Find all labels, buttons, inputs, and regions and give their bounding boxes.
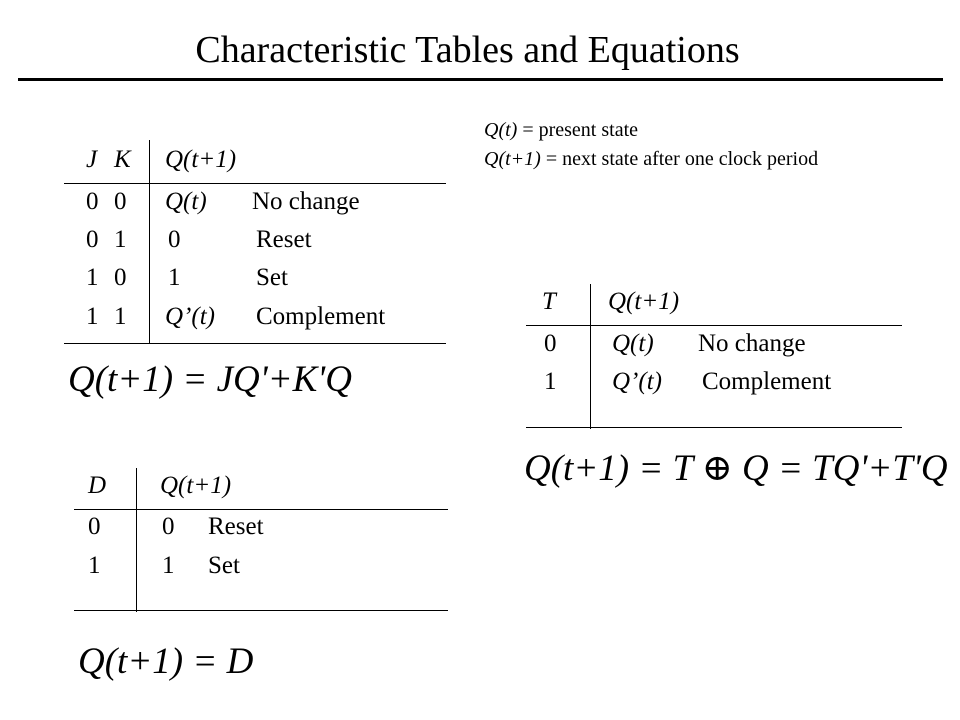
t-row-0-desc: No change: [698, 330, 806, 357]
d-header-rule: [74, 509, 448, 510]
t-characteristic-equation: Q(t+1) = T ⊕ Q = TQ'+T'Q: [524, 448, 948, 489]
t-column-rule: [590, 284, 591, 429]
d-row-1-q: 1: [162, 552, 175, 579]
d-header-q: Q(t+1): [160, 472, 232, 499]
jk-row-3-q: Q’(t): [165, 303, 215, 330]
jk-column-rule: [149, 140, 150, 343]
legend-next-state: Q(t+1) = next state after one clock period: [484, 148, 819, 170]
jk-row-1-k: 1: [114, 226, 127, 253]
t-header-q: Q(t+1): [608, 288, 680, 315]
jk-row-2-j: 1: [86, 264, 99, 291]
jk-row-2-desc: Set: [256, 264, 288, 291]
d-header-d: D: [88, 472, 107, 499]
jk-row-3-k: 1: [114, 303, 127, 330]
d-column-rule: [136, 468, 137, 612]
legend-desc: next state after one clock period: [562, 148, 819, 170]
d-row-1-desc: Set: [208, 552, 240, 579]
jk-row-0-q: Q(t): [165, 188, 207, 215]
jk-row-0-k: 0: [114, 188, 127, 215]
jk-row-1-j: 0: [86, 226, 99, 253]
jk-row-0-j: 0: [86, 188, 99, 215]
jk-row-0-desc: No change: [252, 188, 360, 215]
legend-lhs: Q(t): [484, 119, 518, 141]
legend-present-state: Q(t) = present state: [484, 119, 639, 141]
d-characteristic-equation: Q(t+1) = D: [78, 641, 254, 682]
legend-lhs: Q(t+1): [484, 148, 541, 170]
d-bottom-rule: [74, 610, 448, 611]
jk-row-2-k: 0: [114, 264, 127, 291]
jk-row-3-desc: Complement: [256, 303, 386, 330]
t-row-1-q: Q’(t): [612, 368, 662, 395]
jk-row-2-q: 1: [168, 264, 181, 291]
title-underline: [18, 78, 943, 81]
t-header-rule: [526, 325, 902, 326]
t-header-t: T: [542, 288, 556, 315]
jk-row-1-q: 0: [168, 226, 181, 253]
jk-row-3-j: 1: [86, 303, 99, 330]
t-row-1-t: 1: [544, 368, 557, 395]
page-title: Characteristic Tables and Equations: [195, 29, 740, 71]
jk-row-1-desc: Reset: [256, 226, 312, 253]
t-row-0-t: 0: [544, 330, 557, 357]
d-row-0-d: 0: [88, 513, 101, 540]
jk-header-k: K: [114, 146, 131, 173]
t-row-0-q: Q(t): [612, 330, 654, 357]
t-row-1-desc: Complement: [702, 368, 832, 395]
d-row-1-d: 1: [88, 552, 101, 579]
d-row-0-q: 0: [162, 513, 175, 540]
jk-header-j: J: [86, 146, 98, 173]
t-bottom-rule: [526, 427, 902, 428]
jk-characteristic-equation: Q(t+1) = JQ'+K'Q: [68, 359, 352, 400]
legend-desc: present state: [538, 119, 639, 141]
jk-header-q: Q(t+1): [165, 146, 237, 173]
jk-bottom-rule: [64, 343, 446, 344]
jk-header-rule: [64, 183, 446, 184]
d-row-0-desc: Reset: [208, 513, 264, 540]
